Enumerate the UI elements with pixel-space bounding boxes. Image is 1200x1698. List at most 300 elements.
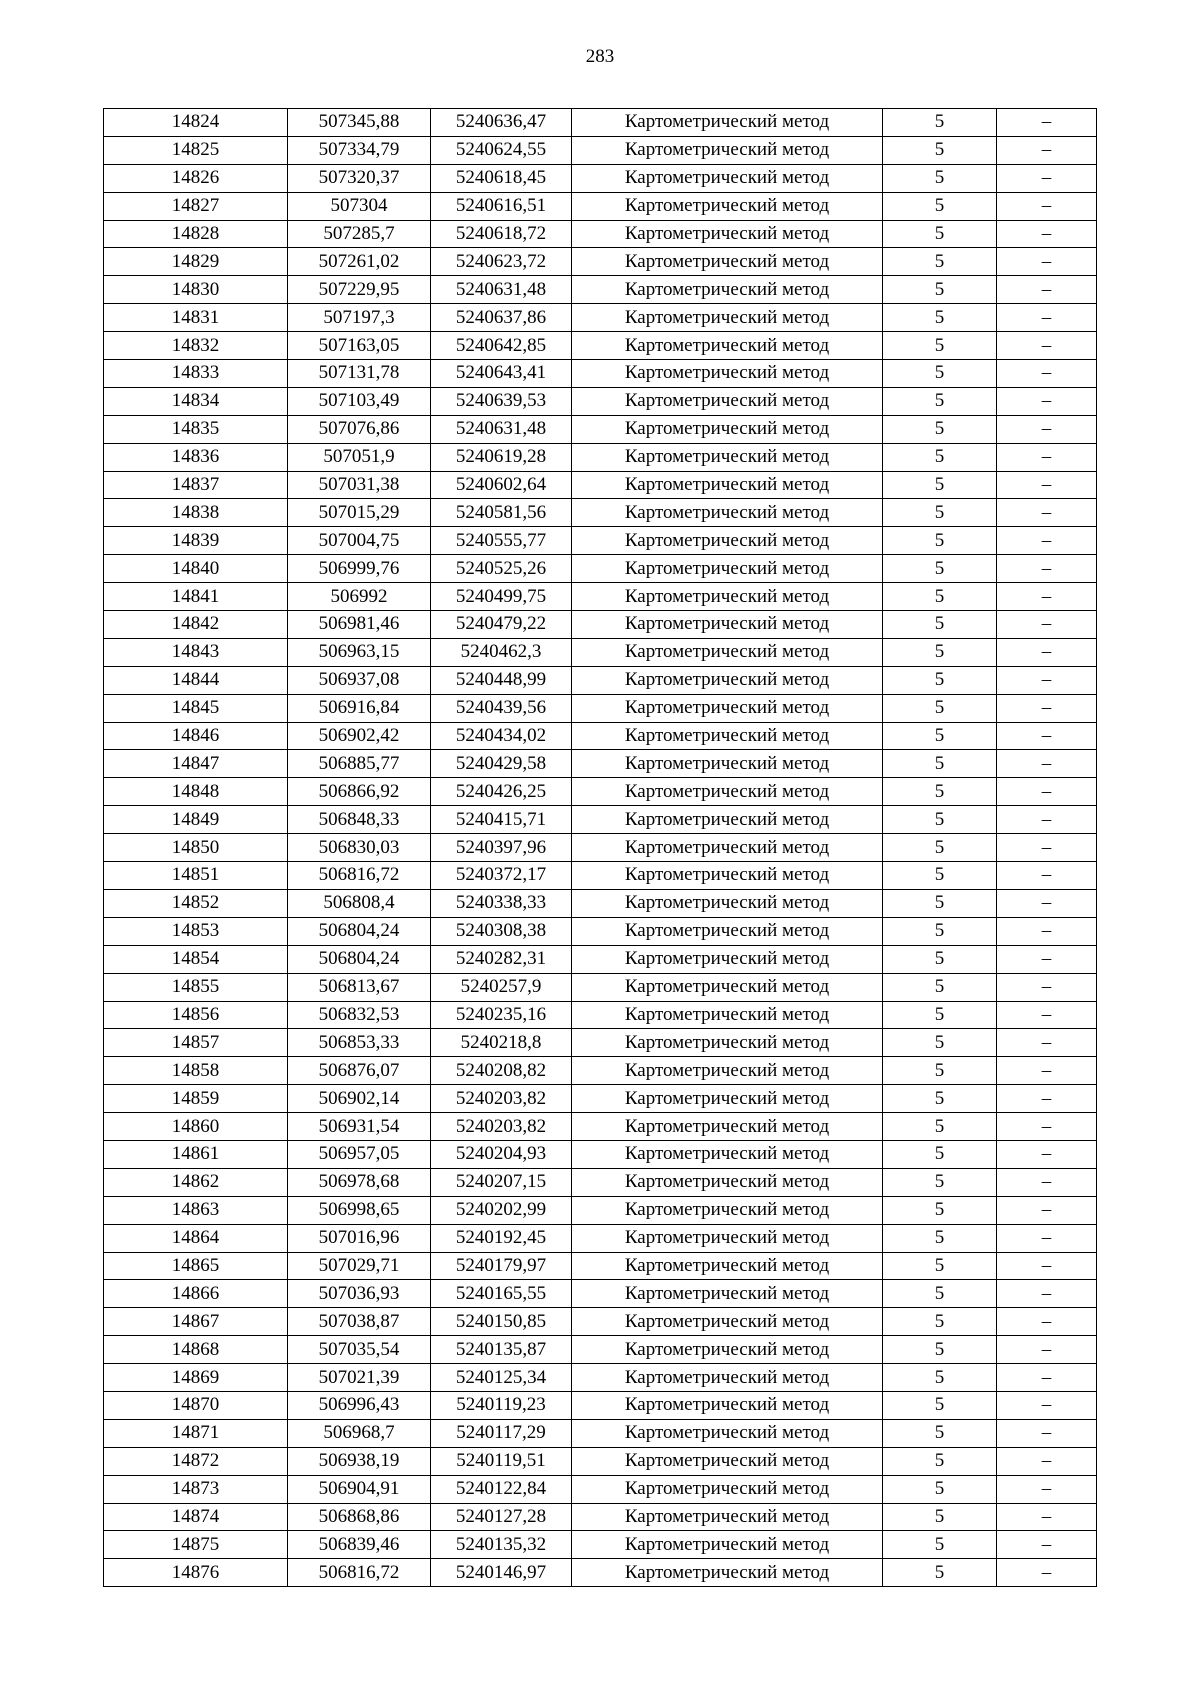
note-cell: –	[997, 248, 1097, 276]
table-row	[104, 499, 1097, 527]
point-number-cell: 14832	[104, 332, 288, 360]
y-coordinate-cell: 5240218,8	[431, 1029, 572, 1057]
point-number-cell: 14850	[104, 834, 288, 862]
point-number-cell: 14851	[104, 862, 288, 890]
x-coordinate-cell: 507036,93	[288, 1280, 431, 1308]
accuracy-cell: 5	[883, 973, 997, 1001]
y-coordinate-cell: 5240624,55	[431, 136, 572, 164]
note-cell: –	[997, 750, 1097, 778]
point-number-cell: 14871	[104, 1419, 288, 1447]
y-coordinate-cell: 5240642,85	[431, 332, 572, 360]
note-cell: –	[997, 499, 1097, 527]
x-coordinate-cell: 507261,02	[288, 248, 431, 276]
method-cell: Картометрический метод	[572, 1057, 883, 1085]
method-cell: Картометрический метод	[572, 611, 883, 639]
x-coordinate-cell: 507345,88	[288, 109, 431, 137]
coordinates-table	[103, 108, 1097, 1587]
y-coordinate-cell: 5240525,26	[431, 555, 572, 583]
x-coordinate-cell: 506992	[288, 583, 431, 611]
accuracy-cell: 5	[883, 1168, 997, 1196]
note-cell: –	[997, 555, 1097, 583]
accuracy-cell: 5	[883, 1364, 997, 1392]
y-coordinate-cell: 5240235,16	[431, 1001, 572, 1029]
accuracy-cell: 5	[883, 694, 997, 722]
table-row	[104, 1336, 1097, 1364]
x-coordinate-cell: 507016,96	[288, 1224, 431, 1252]
accuracy-cell: 5	[883, 1196, 997, 1224]
y-coordinate-cell: 5240208,82	[431, 1057, 572, 1085]
method-cell: Картометрический метод	[572, 1196, 883, 1224]
point-number-cell: 14853	[104, 917, 288, 945]
note-cell: –	[997, 778, 1097, 806]
x-coordinate-cell: 506981,46	[288, 611, 431, 639]
table-row	[104, 1168, 1097, 1196]
note-cell: –	[997, 1252, 1097, 1280]
note-cell: –	[997, 109, 1097, 137]
x-coordinate-cell: 506963,15	[288, 638, 431, 666]
note-cell: –	[997, 1085, 1097, 1113]
accuracy-cell: 5	[883, 471, 997, 499]
point-number-cell: 14833	[104, 360, 288, 388]
point-number-cell: 14854	[104, 945, 288, 973]
table-row	[104, 722, 1097, 750]
x-coordinate-cell: 507320,37	[288, 164, 431, 192]
method-cell: Картометрический метод	[572, 555, 883, 583]
method-cell: Картометрический метод	[572, 889, 883, 917]
method-cell: Картометрический метод	[572, 109, 883, 137]
x-coordinate-cell: 506853,33	[288, 1029, 431, 1057]
table-row	[104, 443, 1097, 471]
accuracy-cell: 5	[883, 387, 997, 415]
x-coordinate-cell: 507015,29	[288, 499, 431, 527]
method-cell: Картометрический метод	[572, 499, 883, 527]
x-coordinate-cell: 506816,72	[288, 1559, 431, 1587]
point-number-cell: 14828	[104, 220, 288, 248]
accuracy-cell: 5	[883, 1252, 997, 1280]
x-coordinate-cell: 506916,84	[288, 694, 431, 722]
method-cell: Картометрический метод	[572, 1252, 883, 1280]
table-row	[104, 109, 1097, 137]
y-coordinate-cell: 5240119,51	[431, 1447, 572, 1475]
y-coordinate-cell: 5240165,55	[431, 1280, 572, 1308]
method-cell: Картометрический метод	[572, 1168, 883, 1196]
method-cell: Картометрический метод	[572, 722, 883, 750]
point-number-cell: 14830	[104, 276, 288, 304]
y-coordinate-cell: 5240462,3	[431, 638, 572, 666]
table-row	[104, 1085, 1097, 1113]
point-number-cell: 14866	[104, 1280, 288, 1308]
x-coordinate-cell: 507197,3	[288, 304, 431, 332]
accuracy-cell: 5	[883, 638, 997, 666]
accuracy-cell: 5	[883, 248, 997, 276]
x-coordinate-cell: 506876,07	[288, 1057, 431, 1085]
method-cell: Картометрический метод	[572, 694, 883, 722]
note-cell: –	[997, 387, 1097, 415]
point-number-cell: 14827	[104, 192, 288, 220]
table-row	[104, 220, 1097, 248]
point-number-cell: 14860	[104, 1113, 288, 1141]
y-coordinate-cell: 5240429,58	[431, 750, 572, 778]
point-number-cell: 14839	[104, 527, 288, 555]
method-cell: Картометрический метод	[572, 220, 883, 248]
method-cell: Картометрический метод	[572, 1447, 883, 1475]
note-cell: –	[997, 1168, 1097, 1196]
note-cell: –	[997, 1531, 1097, 1559]
note-cell: –	[997, 304, 1097, 332]
accuracy-cell: 5	[883, 1531, 997, 1559]
table-row	[104, 1280, 1097, 1308]
x-coordinate-cell: 506996,43	[288, 1391, 431, 1419]
table-row	[104, 415, 1097, 443]
method-cell: Картометрический метод	[572, 638, 883, 666]
point-number-cell: 14855	[104, 973, 288, 1001]
point-number-cell: 14868	[104, 1336, 288, 1364]
accuracy-cell: 5	[883, 917, 997, 945]
table-row	[104, 1503, 1097, 1531]
point-number-cell: 14848	[104, 778, 288, 806]
y-coordinate-cell: 5240308,38	[431, 917, 572, 945]
table-row	[104, 1391, 1097, 1419]
table-row	[104, 1029, 1097, 1057]
note-cell: –	[997, 192, 1097, 220]
y-coordinate-cell: 5240338,33	[431, 889, 572, 917]
x-coordinate-cell: 506968,7	[288, 1419, 431, 1447]
table-row	[104, 1531, 1097, 1559]
note-cell: –	[997, 1224, 1097, 1252]
y-coordinate-cell: 5240555,77	[431, 527, 572, 555]
accuracy-cell: 5	[883, 583, 997, 611]
point-number-cell: 14844	[104, 666, 288, 694]
method-cell: Картометрический метод	[572, 1224, 883, 1252]
table-row	[104, 1140, 1097, 1168]
note-cell: –	[997, 1029, 1097, 1057]
table-row	[104, 304, 1097, 332]
method-cell: Картометрический метод	[572, 276, 883, 304]
method-cell: Картометрический метод	[572, 1085, 883, 1113]
table-row	[104, 1364, 1097, 1392]
x-coordinate-cell: 507029,71	[288, 1252, 431, 1280]
note-cell: –	[997, 1391, 1097, 1419]
method-cell: Картометрический метод	[572, 1531, 883, 1559]
method-cell: Картометрический метод	[572, 1029, 883, 1057]
x-coordinate-cell: 506937,08	[288, 666, 431, 694]
y-coordinate-cell: 5240602,64	[431, 471, 572, 499]
note-cell: –	[997, 136, 1097, 164]
x-coordinate-cell: 507285,7	[288, 220, 431, 248]
accuracy-cell: 5	[883, 136, 997, 164]
point-number-cell: 14875	[104, 1531, 288, 1559]
x-coordinate-cell: 506998,65	[288, 1196, 431, 1224]
method-cell: Картометрический метод	[572, 415, 883, 443]
note-cell: –	[997, 1113, 1097, 1141]
note-cell: –	[997, 862, 1097, 890]
accuracy-cell: 5	[883, 276, 997, 304]
point-number-cell: 14870	[104, 1391, 288, 1419]
table-row	[104, 1196, 1097, 1224]
y-coordinate-cell: 5240637,86	[431, 304, 572, 332]
y-coordinate-cell: 5240618,72	[431, 220, 572, 248]
accuracy-cell: 5	[883, 722, 997, 750]
accuracy-cell: 5	[883, 1475, 997, 1503]
y-coordinate-cell: 5240192,45	[431, 1224, 572, 1252]
y-coordinate-cell: 5240623,72	[431, 248, 572, 276]
table-row	[104, 945, 1097, 973]
table-row	[104, 1419, 1097, 1447]
table-row	[104, 666, 1097, 694]
y-coordinate-cell: 5240204,93	[431, 1140, 572, 1168]
x-coordinate-cell: 507051,9	[288, 443, 431, 471]
note-cell: –	[997, 666, 1097, 694]
point-number-cell: 14849	[104, 806, 288, 834]
method-cell: Картометрический метод	[572, 1308, 883, 1336]
table-row	[104, 1113, 1097, 1141]
table-row	[104, 862, 1097, 890]
note-cell: –	[997, 1308, 1097, 1336]
accuracy-cell: 5	[883, 945, 997, 973]
note-cell: –	[997, 1057, 1097, 1085]
accuracy-cell: 5	[883, 806, 997, 834]
method-cell: Картометрический метод	[572, 527, 883, 555]
table-row	[104, 611, 1097, 639]
table-row	[104, 1308, 1097, 1336]
x-coordinate-cell: 507304	[288, 192, 431, 220]
method-cell: Картометрический метод	[572, 443, 883, 471]
point-number-cell: 14829	[104, 248, 288, 276]
x-coordinate-cell: 506866,92	[288, 778, 431, 806]
method-cell: Картометрический метод	[572, 666, 883, 694]
accuracy-cell: 5	[883, 1559, 997, 1587]
x-coordinate-cell: 506813,67	[288, 973, 431, 1001]
point-number-cell: 14838	[104, 499, 288, 527]
y-coordinate-cell: 5240643,41	[431, 360, 572, 388]
table-row	[104, 192, 1097, 220]
point-number-cell: 14872	[104, 1447, 288, 1475]
table-row	[104, 1057, 1097, 1085]
point-number-cell: 14873	[104, 1475, 288, 1503]
table-row	[104, 750, 1097, 778]
note-cell: –	[997, 1475, 1097, 1503]
method-cell: Картометрический метод	[572, 304, 883, 332]
y-coordinate-cell: 5240122,84	[431, 1475, 572, 1503]
note-cell: –	[997, 806, 1097, 834]
note-cell: –	[997, 1336, 1097, 1364]
x-coordinate-cell: 507004,75	[288, 527, 431, 555]
x-coordinate-cell: 506830,03	[288, 834, 431, 862]
x-coordinate-cell: 507334,79	[288, 136, 431, 164]
accuracy-cell: 5	[883, 1029, 997, 1057]
accuracy-cell: 5	[883, 834, 997, 862]
point-number-cell: 14836	[104, 443, 288, 471]
table-row	[104, 638, 1097, 666]
y-coordinate-cell: 5240202,99	[431, 1196, 572, 1224]
x-coordinate-cell: 506868,86	[288, 1503, 431, 1531]
note-cell: –	[997, 527, 1097, 555]
accuracy-cell: 5	[883, 1224, 997, 1252]
point-number-cell: 14837	[104, 471, 288, 499]
y-coordinate-cell: 5240448,99	[431, 666, 572, 694]
y-coordinate-cell: 5240257,9	[431, 973, 572, 1001]
method-cell: Картометрический метод	[572, 192, 883, 220]
method-cell: Картометрический метод	[572, 973, 883, 1001]
method-cell: Картометрический метод	[572, 1503, 883, 1531]
point-number-cell: 14845	[104, 694, 288, 722]
table-row	[104, 248, 1097, 276]
note-cell: –	[997, 834, 1097, 862]
y-coordinate-cell: 5240146,97	[431, 1559, 572, 1587]
point-number-cell: 14869	[104, 1364, 288, 1392]
note-cell: –	[997, 1503, 1097, 1531]
table-row	[104, 555, 1097, 583]
y-coordinate-cell: 5240125,34	[431, 1364, 572, 1392]
y-coordinate-cell: 5240479,22	[431, 611, 572, 639]
point-number-cell: 14863	[104, 1196, 288, 1224]
note-cell: –	[997, 332, 1097, 360]
point-number-cell: 14876	[104, 1559, 288, 1587]
x-coordinate-cell: 507038,87	[288, 1308, 431, 1336]
method-cell: Картометрический метод	[572, 332, 883, 360]
x-coordinate-cell: 506839,46	[288, 1531, 431, 1559]
table-row	[104, 332, 1097, 360]
method-cell: Картометрический метод	[572, 1336, 883, 1364]
method-cell: Картометрический метод	[572, 583, 883, 611]
accuracy-cell: 5	[883, 1419, 997, 1447]
method-cell: Картометрический метод	[572, 136, 883, 164]
y-coordinate-cell: 5240179,97	[431, 1252, 572, 1280]
y-coordinate-cell: 5240203,82	[431, 1085, 572, 1113]
method-cell: Картометрический метод	[572, 1559, 883, 1587]
method-cell: Картометрический метод	[572, 778, 883, 806]
note-cell: –	[997, 583, 1097, 611]
accuracy-cell: 5	[883, 499, 997, 527]
method-cell: Картометрический метод	[572, 164, 883, 192]
y-coordinate-cell: 5240439,56	[431, 694, 572, 722]
note-cell: –	[997, 694, 1097, 722]
point-number-cell: 14840	[104, 555, 288, 583]
table-row	[104, 1559, 1097, 1587]
note-cell: –	[997, 220, 1097, 248]
x-coordinate-cell: 506902,14	[288, 1085, 431, 1113]
accuracy-cell: 5	[883, 1085, 997, 1113]
y-coordinate-cell: 5240426,25	[431, 778, 572, 806]
note-cell: –	[997, 1559, 1097, 1587]
note-cell: –	[997, 889, 1097, 917]
accuracy-cell: 5	[883, 1336, 997, 1364]
method-cell: Картометрический метод	[572, 1364, 883, 1392]
y-coordinate-cell: 5240639,53	[431, 387, 572, 415]
page-number: 283	[585, 46, 615, 67]
x-coordinate-cell: 506938,19	[288, 1447, 431, 1475]
coordinates-table-body	[104, 109, 1097, 1587]
method-cell: Картометрический метод	[572, 387, 883, 415]
table-row	[104, 834, 1097, 862]
table-row	[104, 694, 1097, 722]
point-number-cell: 14826	[104, 164, 288, 192]
x-coordinate-cell: 506808,4	[288, 889, 431, 917]
point-number-cell: 14867	[104, 1308, 288, 1336]
y-coordinate-cell: 5240631,48	[431, 276, 572, 304]
method-cell: Картометрический метод	[572, 1113, 883, 1141]
note-cell: –	[997, 276, 1097, 304]
x-coordinate-cell: 507035,54	[288, 1336, 431, 1364]
x-coordinate-cell: 507229,95	[288, 276, 431, 304]
note-cell: –	[997, 164, 1097, 192]
accuracy-cell: 5	[883, 1447, 997, 1475]
accuracy-cell: 5	[883, 889, 997, 917]
x-coordinate-cell: 507103,49	[288, 387, 431, 415]
x-coordinate-cell: 507021,39	[288, 1364, 431, 1392]
point-number-cell: 14835	[104, 415, 288, 443]
method-cell: Картометрический метод	[572, 1391, 883, 1419]
note-cell: –	[997, 360, 1097, 388]
accuracy-cell: 5	[883, 555, 997, 583]
x-coordinate-cell: 506804,24	[288, 917, 431, 945]
x-coordinate-cell: 507031,38	[288, 471, 431, 499]
accuracy-cell: 5	[883, 1140, 997, 1168]
accuracy-cell: 5	[883, 666, 997, 694]
point-number-cell: 14842	[104, 611, 288, 639]
note-cell: –	[997, 611, 1097, 639]
y-coordinate-cell: 5240372,17	[431, 862, 572, 890]
table-row	[104, 360, 1097, 388]
table-row	[104, 276, 1097, 304]
point-number-cell: 14831	[104, 304, 288, 332]
y-coordinate-cell: 5240397,96	[431, 834, 572, 862]
table-row	[104, 973, 1097, 1001]
y-coordinate-cell: 5240207,15	[431, 1168, 572, 1196]
y-coordinate-cell: 5240119,23	[431, 1391, 572, 1419]
point-number-cell: 14874	[104, 1503, 288, 1531]
y-coordinate-cell: 5240203,82	[431, 1113, 572, 1141]
method-cell: Картометрический метод	[572, 1475, 883, 1503]
accuracy-cell: 5	[883, 332, 997, 360]
x-coordinate-cell: 506902,42	[288, 722, 431, 750]
x-coordinate-cell: 506957,05	[288, 1140, 431, 1168]
y-coordinate-cell: 5240117,29	[431, 1419, 572, 1447]
table-row	[104, 806, 1097, 834]
accuracy-cell: 5	[883, 1280, 997, 1308]
y-coordinate-cell: 5240135,32	[431, 1531, 572, 1559]
accuracy-cell: 5	[883, 164, 997, 192]
note-cell: –	[997, 1447, 1097, 1475]
x-coordinate-cell: 506832,53	[288, 1001, 431, 1029]
method-cell: Картометрический метод	[572, 360, 883, 388]
note-cell: –	[997, 1280, 1097, 1308]
method-cell: Картометрический метод	[572, 471, 883, 499]
table-row	[104, 1001, 1097, 1029]
x-coordinate-cell: 506931,54	[288, 1113, 431, 1141]
y-coordinate-cell: 5240415,71	[431, 806, 572, 834]
table-row	[104, 1224, 1097, 1252]
point-number-cell: 14865	[104, 1252, 288, 1280]
accuracy-cell: 5	[883, 862, 997, 890]
accuracy-cell: 5	[883, 1308, 997, 1336]
accuracy-cell: 5	[883, 1503, 997, 1531]
accuracy-cell: 5	[883, 1391, 997, 1419]
table-row	[104, 387, 1097, 415]
table-row	[104, 527, 1097, 555]
y-coordinate-cell: 5240581,56	[431, 499, 572, 527]
note-cell: –	[997, 443, 1097, 471]
note-cell: –	[997, 1364, 1097, 1392]
point-number-cell: 14861	[104, 1140, 288, 1168]
point-number-cell: 14859	[104, 1085, 288, 1113]
accuracy-cell: 5	[883, 109, 997, 137]
point-number-cell: 14834	[104, 387, 288, 415]
accuracy-cell: 5	[883, 1113, 997, 1141]
point-number-cell: 14862	[104, 1168, 288, 1196]
point-number-cell: 14825	[104, 136, 288, 164]
note-cell: –	[997, 1140, 1097, 1168]
